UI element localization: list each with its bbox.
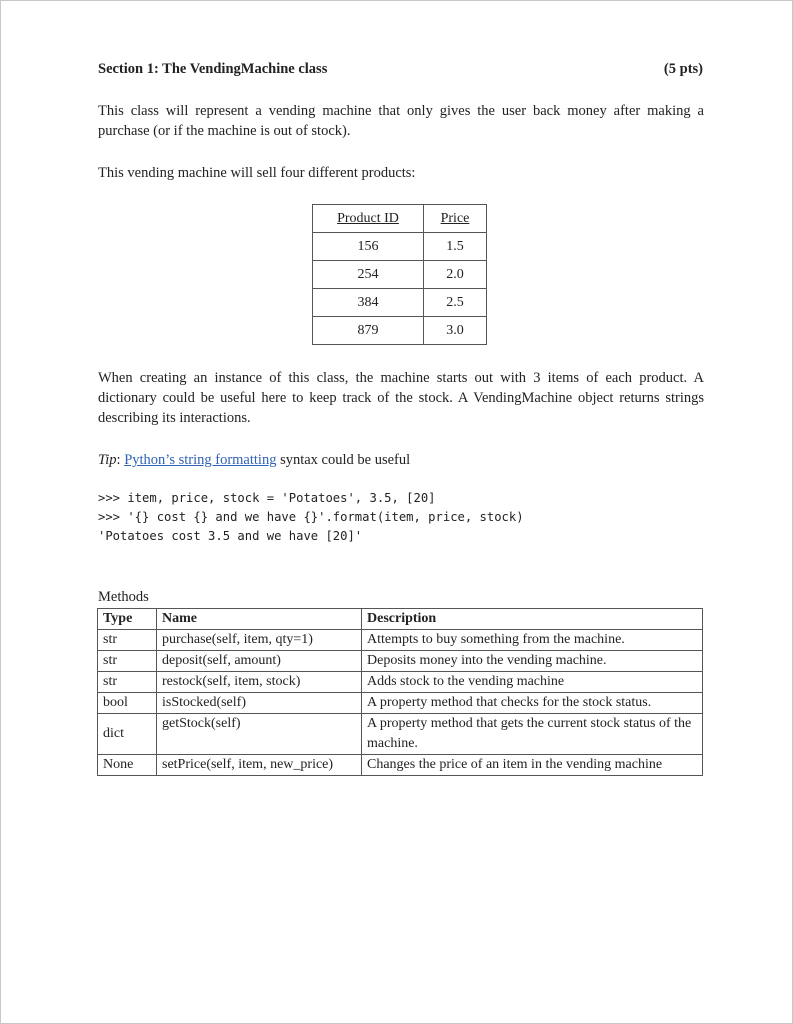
product-id-cell: 384 bbox=[313, 289, 424, 317]
type-header: Type bbox=[98, 609, 157, 630]
description-cell: Changes the price of an item in the vending machine bbox=[362, 755, 703, 776]
type-cell: dict bbox=[98, 714, 157, 755]
product-id-cell: 879 bbox=[313, 317, 424, 345]
methods-table-header bbox=[98, 609, 703, 630]
code-line: >>> item, price, stock = 'Potatoes', 3.5, [20] bbox=[98, 491, 436, 505]
description-cell: Adds stock to the vending machine bbox=[362, 672, 703, 693]
product-id-cell: 254 bbox=[313, 261, 424, 289]
intro-paragraph: This class will represent a vending machine that only gives the user back money after making a purchase (or if the machine is out of stock). bbox=[98, 103, 704, 139]
code-line: >>> '{} cost {} and we have {}'.format(item, price, stock) bbox=[98, 510, 524, 524]
name-cell: getStock(self) bbox=[157, 714, 362, 755]
tip-label: Tip bbox=[98, 452, 117, 468]
section-title: Section 1: The VendingMachine class bbox=[98, 61, 328, 77]
products-table-header bbox=[313, 205, 487, 233]
price-cell: 3.0 bbox=[424, 317, 487, 345]
tip-separator: : bbox=[116, 452, 125, 468]
tip-paragraph bbox=[98, 450, 704, 470]
table-row bbox=[98, 755, 703, 776]
product-id-header: Product ID bbox=[313, 205, 424, 233]
table-row bbox=[98, 693, 703, 714]
description-cell: Deposits money into the vending machine. bbox=[362, 651, 703, 672]
tip-rest: syntax could be useful bbox=[276, 452, 411, 468]
code-example bbox=[98, 489, 524, 546]
instance-paragraph: When creating an instance of this class, the machine starts out with 3 items of each product. A dictionary could be useful here to keep track of the stock. A VendingMachine object returns strings describing its interactions. bbox=[98, 370, 704, 426]
name-cell: setPrice(self, item, new_price) bbox=[157, 755, 362, 776]
table-row bbox=[313, 317, 487, 345]
price-cell: 2.5 bbox=[424, 289, 487, 317]
table-row bbox=[313, 289, 487, 317]
type-cell: bool bbox=[98, 693, 157, 714]
name-cell: isStocked(self) bbox=[157, 693, 362, 714]
name-cell: deposit(self, amount) bbox=[157, 651, 362, 672]
table-row bbox=[313, 261, 487, 289]
methods-table bbox=[97, 608, 703, 776]
description-cell: A property method that checks for the stock status. bbox=[362, 693, 703, 714]
products-table bbox=[312, 204, 487, 345]
name-header: Name bbox=[157, 609, 362, 630]
methods-caption: Methods bbox=[98, 589, 149, 605]
section-header bbox=[98, 61, 703, 78]
name-cell: restock(self, item, stock) bbox=[157, 672, 362, 693]
type-cell: str bbox=[98, 651, 157, 672]
price-cell: 1.5 bbox=[424, 233, 487, 261]
string-formatting-link[interactable]: Python’s string formatting bbox=[124, 452, 277, 468]
table-row bbox=[98, 630, 703, 651]
type-cell: str bbox=[98, 672, 157, 693]
table-row bbox=[98, 714, 703, 755]
description-cell: A property method that gets the current stock status of the machine. bbox=[362, 714, 703, 755]
name-cell: purchase(self, item, qty=1) bbox=[157, 630, 362, 651]
table-row bbox=[313, 233, 487, 261]
product-id-cell: 156 bbox=[313, 233, 424, 261]
price-cell: 2.0 bbox=[424, 261, 487, 289]
description-header: Description bbox=[362, 609, 703, 630]
code-line: 'Potatoes cost 3.5 and we have [20]' bbox=[98, 529, 363, 543]
table-row bbox=[98, 651, 703, 672]
products-intro-paragraph: This vending machine will sell four different products: bbox=[98, 165, 416, 181]
type-cell: str bbox=[98, 630, 157, 651]
description-cell: Attempts to buy something from the machine. bbox=[362, 630, 703, 651]
table-row bbox=[98, 672, 703, 693]
price-header: Price bbox=[424, 205, 487, 233]
type-cell: None bbox=[98, 755, 157, 776]
section-points: (5 pts) bbox=[663, 61, 703, 77]
